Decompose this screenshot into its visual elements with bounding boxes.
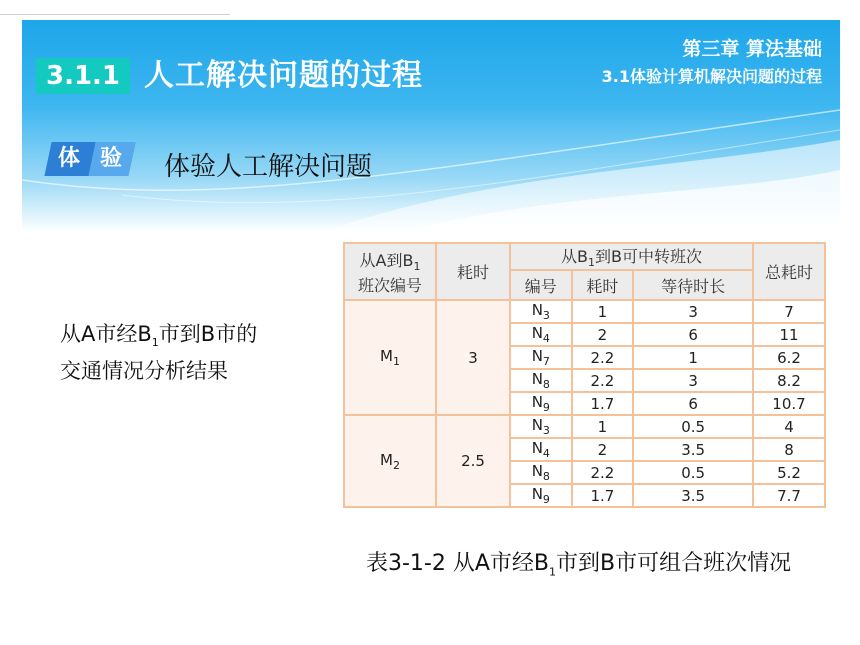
total-time-cell: 4 (753, 415, 825, 438)
table-row (344, 300, 825, 323)
transfer-id-cell: $N_9$ (510, 392, 572, 415)
wait-time-cell: 3 (633, 369, 753, 392)
total-time-cell: 6.2 (753, 346, 825, 369)
transfer-time-cell: 1 (572, 415, 634, 438)
transfer-time-cell: 1 (572, 300, 634, 323)
transfer-time-cell: 2.2 (572, 369, 634, 392)
transfer-id-cell: $N_8$ (510, 369, 572, 392)
transfer-time-cell: 1.7 (572, 392, 634, 415)
group-id-cell: $M_1$ (344, 300, 436, 415)
total-time-cell: 7.7 (753, 484, 825, 507)
chapter-title: 第三章 算法基础 (682, 38, 822, 60)
header-a-b1-id: 从A到$B_1$ 班次编号 (344, 243, 436, 300)
transfer-id-cell: $N_7$ (510, 346, 572, 369)
subchapter-title: 3.1体验计算机解决问题的过程 (601, 67, 822, 86)
transfer-time-cell: 2.2 (572, 346, 634, 369)
experience-badge (42, 140, 136, 178)
table-caption: 表3-1-2 从A市经$B_1$市到B市可组合班次情况 (366, 551, 792, 579)
wait-time-cell: 0.5 (633, 415, 753, 438)
wait-time-cell: 0.5 (633, 461, 753, 484)
header-transfer-group: 从$B_1$到B可中转班次 (510, 243, 753, 270)
transfer-time-cell: 2.2 (572, 461, 634, 484)
analysis-label: 从A市经$B_1$市到B市的 交通情况分析结果 (60, 322, 258, 384)
wait-time-cell: 6 (633, 392, 753, 415)
transfer-id-cell: $N_4$ (510, 323, 572, 346)
wait-time-cell: 6 (633, 323, 753, 346)
group-id-cell: $M_2$ (344, 415, 436, 507)
transfer-time-cell: 2 (572, 323, 634, 346)
transfer-time-cell: 1.7 (572, 484, 634, 507)
total-time-cell: 10.7 (753, 392, 825, 415)
group-time-cell: 2.5 (436, 415, 510, 507)
wait-time-cell: 1 (633, 346, 753, 369)
total-time-cell: 8.2 (753, 369, 825, 392)
transfer-id-cell: $N_4$ (510, 438, 572, 461)
total-time-cell: 7 (753, 300, 825, 323)
wait-time-cell: 3.5 (633, 438, 753, 461)
badge-char-2: 验 (100, 146, 123, 171)
header-sub-id: 编号 (510, 270, 572, 300)
transfer-id-cell: $N_3$ (510, 415, 572, 438)
transfer-time-cell: 2 (572, 438, 634, 461)
section-title: 人工解决问题的过程 (144, 58, 423, 93)
top-divider (0, 14, 230, 15)
header-time: 耗时 (436, 243, 510, 300)
wait-time-cell: 3 (633, 300, 753, 323)
transfer-id-cell: $N_8$ (510, 461, 572, 484)
table-row (344, 415, 825, 438)
total-time-cell: 8 (753, 438, 825, 461)
header-total: 总耗时 (753, 243, 825, 300)
section-number: 3.1.1 (36, 58, 130, 94)
schedule-table (343, 242, 826, 508)
header-sub-wait: 等待时长 (633, 270, 753, 300)
total-time-cell: 11 (753, 323, 825, 346)
header-sub-time: 耗时 (572, 270, 634, 300)
badge-char-1: 体 (58, 146, 81, 171)
transfer-id-cell: $N_9$ (510, 484, 572, 507)
total-time-cell: 5.2 (753, 461, 825, 484)
experience-title: 体验人工解决问题 (164, 152, 373, 182)
transfer-id-cell: $N_3$ (510, 300, 572, 323)
table-body (344, 300, 825, 507)
group-time-cell: 3 (436, 300, 510, 415)
wait-time-cell: 3.5 (633, 484, 753, 507)
